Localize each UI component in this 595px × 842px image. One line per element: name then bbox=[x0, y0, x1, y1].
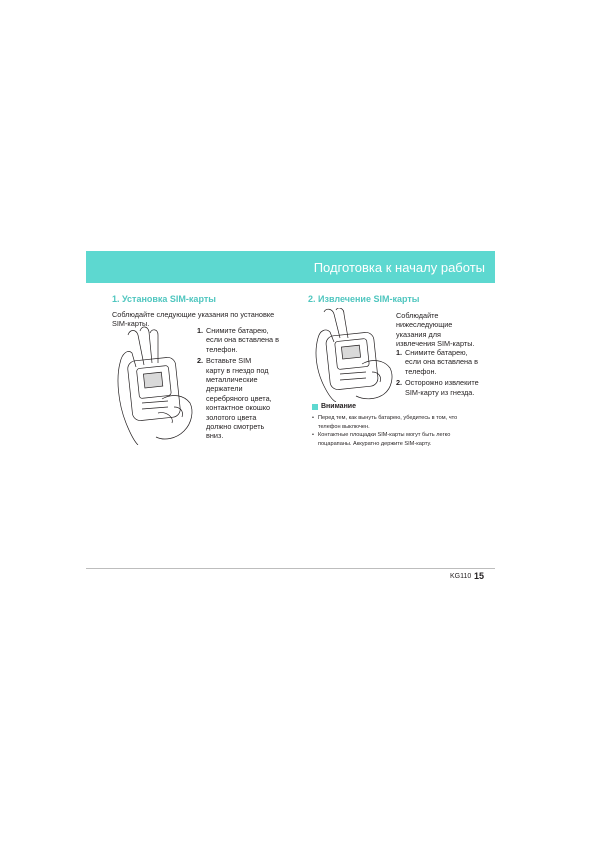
remove-intro-line: нижеследующие bbox=[396, 320, 453, 330]
notice-item bbox=[312, 414, 492, 431]
step-line: серебряного цвета, bbox=[206, 393, 272, 403]
notice-box bbox=[312, 403, 492, 448]
step-number: 1. bbox=[197, 326, 204, 335]
step-line: металлические bbox=[206, 375, 258, 385]
step-line: телефон. bbox=[405, 366, 437, 376]
step-line: контактное окошко bbox=[206, 403, 271, 413]
step-line: карту в гнездо под bbox=[206, 365, 269, 375]
step-line: Снимите батарею, bbox=[405, 348, 468, 357]
bullet-icon: • bbox=[312, 415, 314, 421]
notice-line: поцарапаны. Аккуратно держите SIM-карту. bbox=[318, 440, 432, 447]
section-title: Подготовка к началу работы bbox=[313, 260, 485, 275]
notice-list bbox=[312, 414, 492, 448]
footer-divider bbox=[86, 568, 495, 569]
notice-title: Внимание bbox=[321, 403, 356, 410]
step-line: телефон. bbox=[206, 344, 238, 354]
step-line: золотого цвета bbox=[206, 412, 257, 422]
step-line: если она вставлена в bbox=[206, 335, 280, 345]
notice-line: телефон выключен. bbox=[318, 423, 370, 430]
bullet-icon: • bbox=[312, 432, 314, 439]
step-line: держатели bbox=[206, 384, 243, 394]
hand-inserting-sim-illustration bbox=[112, 323, 196, 445]
hand-removing-sim-illustration bbox=[312, 308, 396, 402]
install-step bbox=[197, 326, 292, 354]
notice-square-icon bbox=[312, 404, 318, 410]
remove-steps bbox=[396, 348, 492, 399]
remove-sim-intro bbox=[396, 311, 492, 349]
step-line: SIM-карту из гнезда. bbox=[405, 387, 475, 397]
footer-model: KG110 bbox=[450, 573, 472, 580]
step-line: Снимите батарею, bbox=[206, 326, 269, 335]
step-line: должно смотреть bbox=[206, 422, 265, 432]
install-step bbox=[197, 356, 292, 441]
notice-header bbox=[312, 403, 492, 410]
step-line: Осторожно извлеките bbox=[405, 378, 479, 388]
step-line: Вставьте SIM bbox=[206, 356, 252, 366]
remove-step bbox=[396, 378, 492, 397]
remove-intro-line: Соблюдайте bbox=[396, 311, 439, 320]
remove-step bbox=[396, 348, 492, 376]
notice-item bbox=[312, 431, 492, 448]
install-intro-line: Соблюдайте следующие указания по установке bbox=[112, 310, 275, 319]
step-number: 2. bbox=[197, 356, 204, 366]
install-sim-heading: 1. Установка SIM-карты bbox=[112, 294, 216, 304]
remove-intro-line: извлечения SIM-карты. bbox=[396, 339, 475, 349]
page-number: 15 bbox=[474, 571, 485, 581]
step-line: если она вставлена в bbox=[405, 357, 479, 367]
section-banner bbox=[86, 251, 495, 283]
notice-line: Контактные площадки SIM-карты могут быть легко bbox=[318, 432, 451, 439]
install-steps bbox=[197, 326, 292, 443]
notice-line: Перед тем, как вынуть батарею, убедитесь в том, что bbox=[318, 415, 458, 421]
step-line: вниз. bbox=[206, 431, 224, 441]
step-number: 2. bbox=[396, 378, 403, 388]
step-number: 1. bbox=[396, 348, 403, 357]
remove-sim-heading: 2. Извлечение SIM-карты bbox=[308, 294, 420, 304]
install-intro-line: SIM-карты. bbox=[112, 319, 150, 329]
remove-intro-line: указания для bbox=[396, 329, 441, 339]
